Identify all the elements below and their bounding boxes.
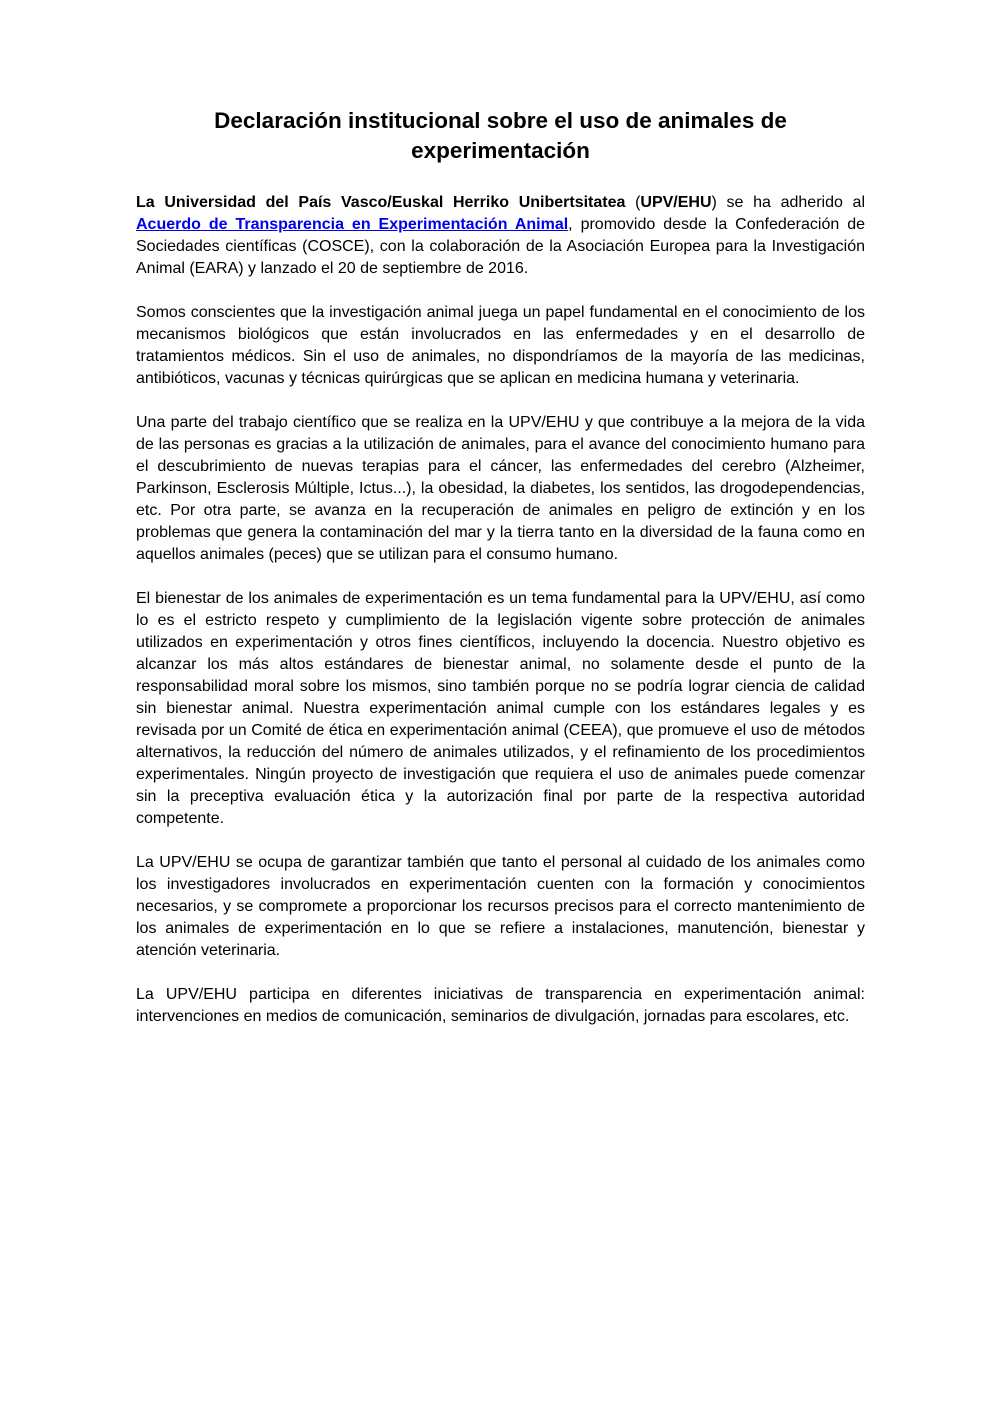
paragraph-transparency-initiatives: La UPV/EHU participa en diferentes iniciativas de transparencia en experimentación animal: intervenciones en medios de comunicación, seminarios de divulgación, jornadas para escolares, etc.: [136, 986, 865, 1025]
document-title: Declaración institucional sobre el uso de animales de experimentación: [214, 108, 787, 163]
transparency-agreement-link[interactable]: Acuerdo de Transparencia en Experimentación Animal: [136, 216, 569, 233]
university-name-text: La Universidad del País Vasco/Euskal Herriko Unibertsitatea: [136, 194, 626, 211]
paragraph-staff-training: La UPV/EHU se ocupa de garantizar también que tanto el personal al cuidado de los animales como los investigadores involucrados en experimentación cuenten con la formación y conocimientos necesarios, y se compromete a proporcionar los recursos precisos para el correcto mantenimiento de los animales de experimentación en lo que se refiere a instalaciones, manutención, bienestar y atención veterinaria.: [136, 854, 865, 959]
paragraph-intro: [136, 192, 865, 280]
paragraph-animal-welfare: El bienestar de los animales de experimentación es un tema fundamental para la UPV/EHU, así como lo es el estricto respeto y cumplimiento de la legislación vigente sobre protección de animales utilizados en experimentación y otros fines científicos, incluyendo la docencia. Nuestro objetivo es alcanzar los más altos estándares de bienestar animal, no solamente desde el punto de la responsabilidad moral sobre los mismos, sino también porque no se podría lograr ciencia de calidad sin bienestar animal. Nuestra experimentación animal cumple con los estándares legales y es revisada por un Comité de ética en experimentación animal (CEEA), que promueve el uso de métodos alternativos, la reducción del número de animales utilizados, y el refinamiento de los procedimientos experimentales. Ningún proyecto de investigación que requiera el uso de animales puede comenzar sin la preceptiva evaluación ética y la autorización final por parte de la respectiva autoridad competente.: [136, 590, 865, 827]
intro-text-post-paren: ) se ha adherido al: [711, 194, 866, 211]
intro-text-after-link: , promovido desde la Confederación de Sociedades científicas (COSCE), con la colaboración de la Asociación Europea para la Investigación Animal (EARA) y lanzado el 20 de septiembre de 2016.: [136, 216, 865, 277]
intro-text-pre-paren: (: [625, 194, 641, 211]
paragraph-animal-research-importance: Somos conscientes que la investigación animal juega un papel fundamental en el conocimiento de los mecanismos biológicos que están involucrados en las enfermedades y en el desarrollo de tratamientos médicos. Sin el uso de animales, no dispondríamos de la mayoría de las medicinas, antibióticos, vacunas y técnicas quirúrgicas que se aplican en medicina humana y veterinaria.: [136, 304, 865, 387]
paragraph-upvehu-scientific-work: Una parte del trabajo científico que se realiza en la UPV/EHU y que contribuye a la mejora de la vida de las personas es gracias a la utilización de animales, para el avance del conocimiento humano para el descubrimiento de nuevas terapias para el cáncer, las enfermedades del cerebro (Alzheimer, Parkinson, Esclerosis Múltiple, Ictus...), la obesidad, la diabetes, los sentidos, las drogodependencias, etc. Por otra parte, se avanza en la recuperación de animales en peligro de extinción y en los problemas que genera la contaminación del mar y la tierra tanto en la diversidad de la fauna como en aquellos animales (peces) que se utilizan para el consumo humano.: [136, 414, 865, 563]
university-acronym-text: UPV/EHU: [640, 194, 712, 211]
